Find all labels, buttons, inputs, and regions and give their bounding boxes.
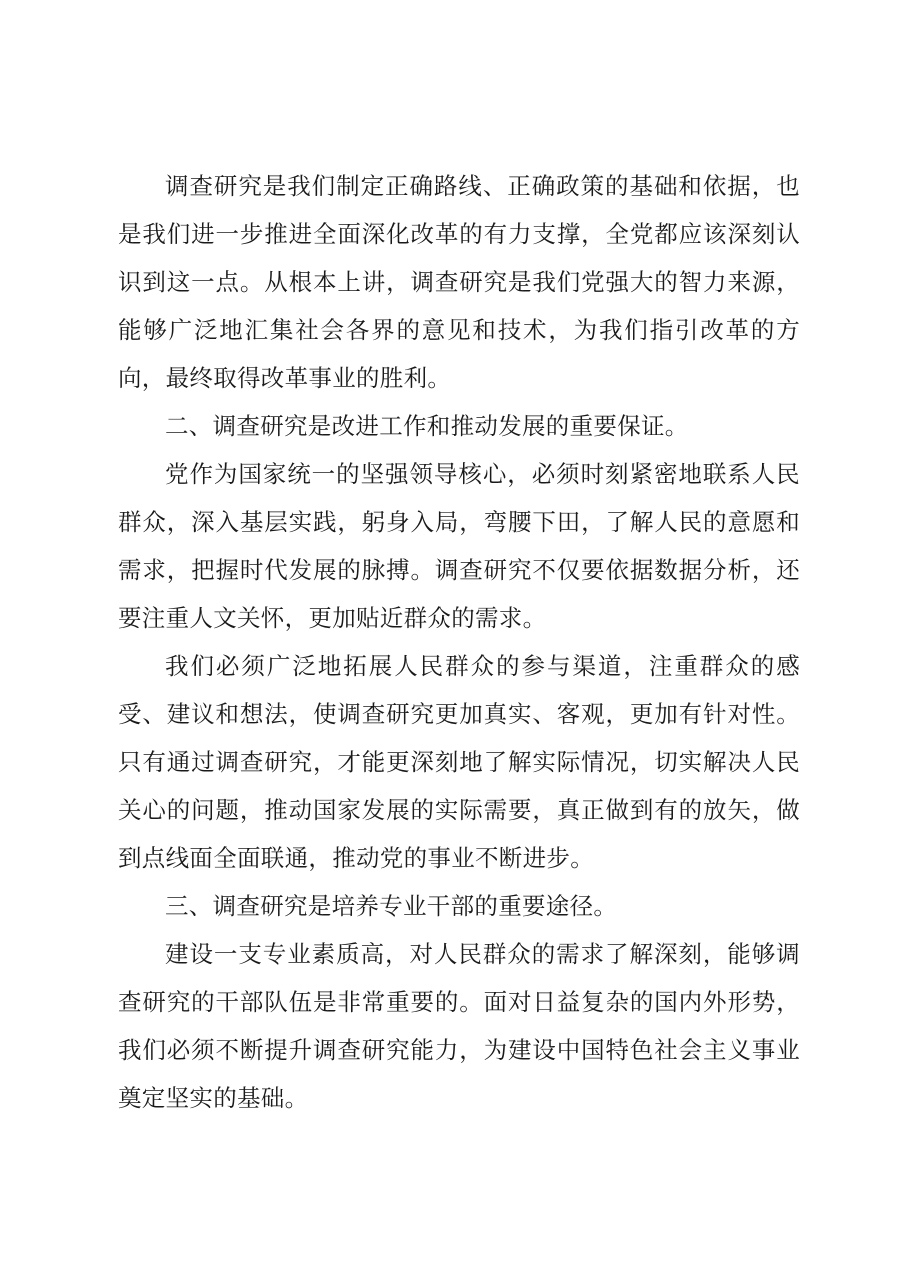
paragraph-section-3: 建设一支专业素质高，对人民群众的需求了解深刻，能够调查研究的干部队伍是非常重要的。面对日益复杂的国内外形势，我们必须不断提升调查研究能力，为建设中国特色社会主义事业奠定坚实的基础。 (118, 940, 800, 1112)
section-heading-3: 三、调查研究是培养专业干部的重要途径。 (165, 892, 618, 920)
section-heading-2: 二、调查研究是改进工作和推动发展的重要保证。 (165, 412, 689, 440)
paragraph-section-2-b: 我们必须广泛地拓展人民群众的参与渠道，注重群众的感受、建议和想法，使调查研究更加真实、客观，更加有针对性。只有通过调查研究，才能更深刻地了解实际情况，切实解决人民关心的问题，推动国家发展的实际需要，真正做到有的放矢，做到点线面全面联通，推动党的事业不断进步。 (118, 652, 800, 872)
paragraph-intro: 调查研究是我们制定正确路线、正确政策的基础和依据，也是我们进一步推进全面深化改革的有力支撑，全党都应该深刻认识到这一点。从根本上讲，调查研究是我们党强大的智力来源，能够广泛地汇集社会各界的意见和技术，为我们指引改革的方向，最终取得改革事业的胜利。 (118, 172, 800, 392)
paragraph-section-2-a: 党作为国家统一的坚强领导核心，必须时刻紧密地联系人民群众，深入基层实践，躬身入局，弯腰下田，了解人民的意愿和需求，把握时代发展的脉搏。调查研究不仅要依据数据分析，还要注重人文关怀，更加贴近群众的需求。 (118, 460, 800, 632)
document-body (118, 162, 800, 1122)
